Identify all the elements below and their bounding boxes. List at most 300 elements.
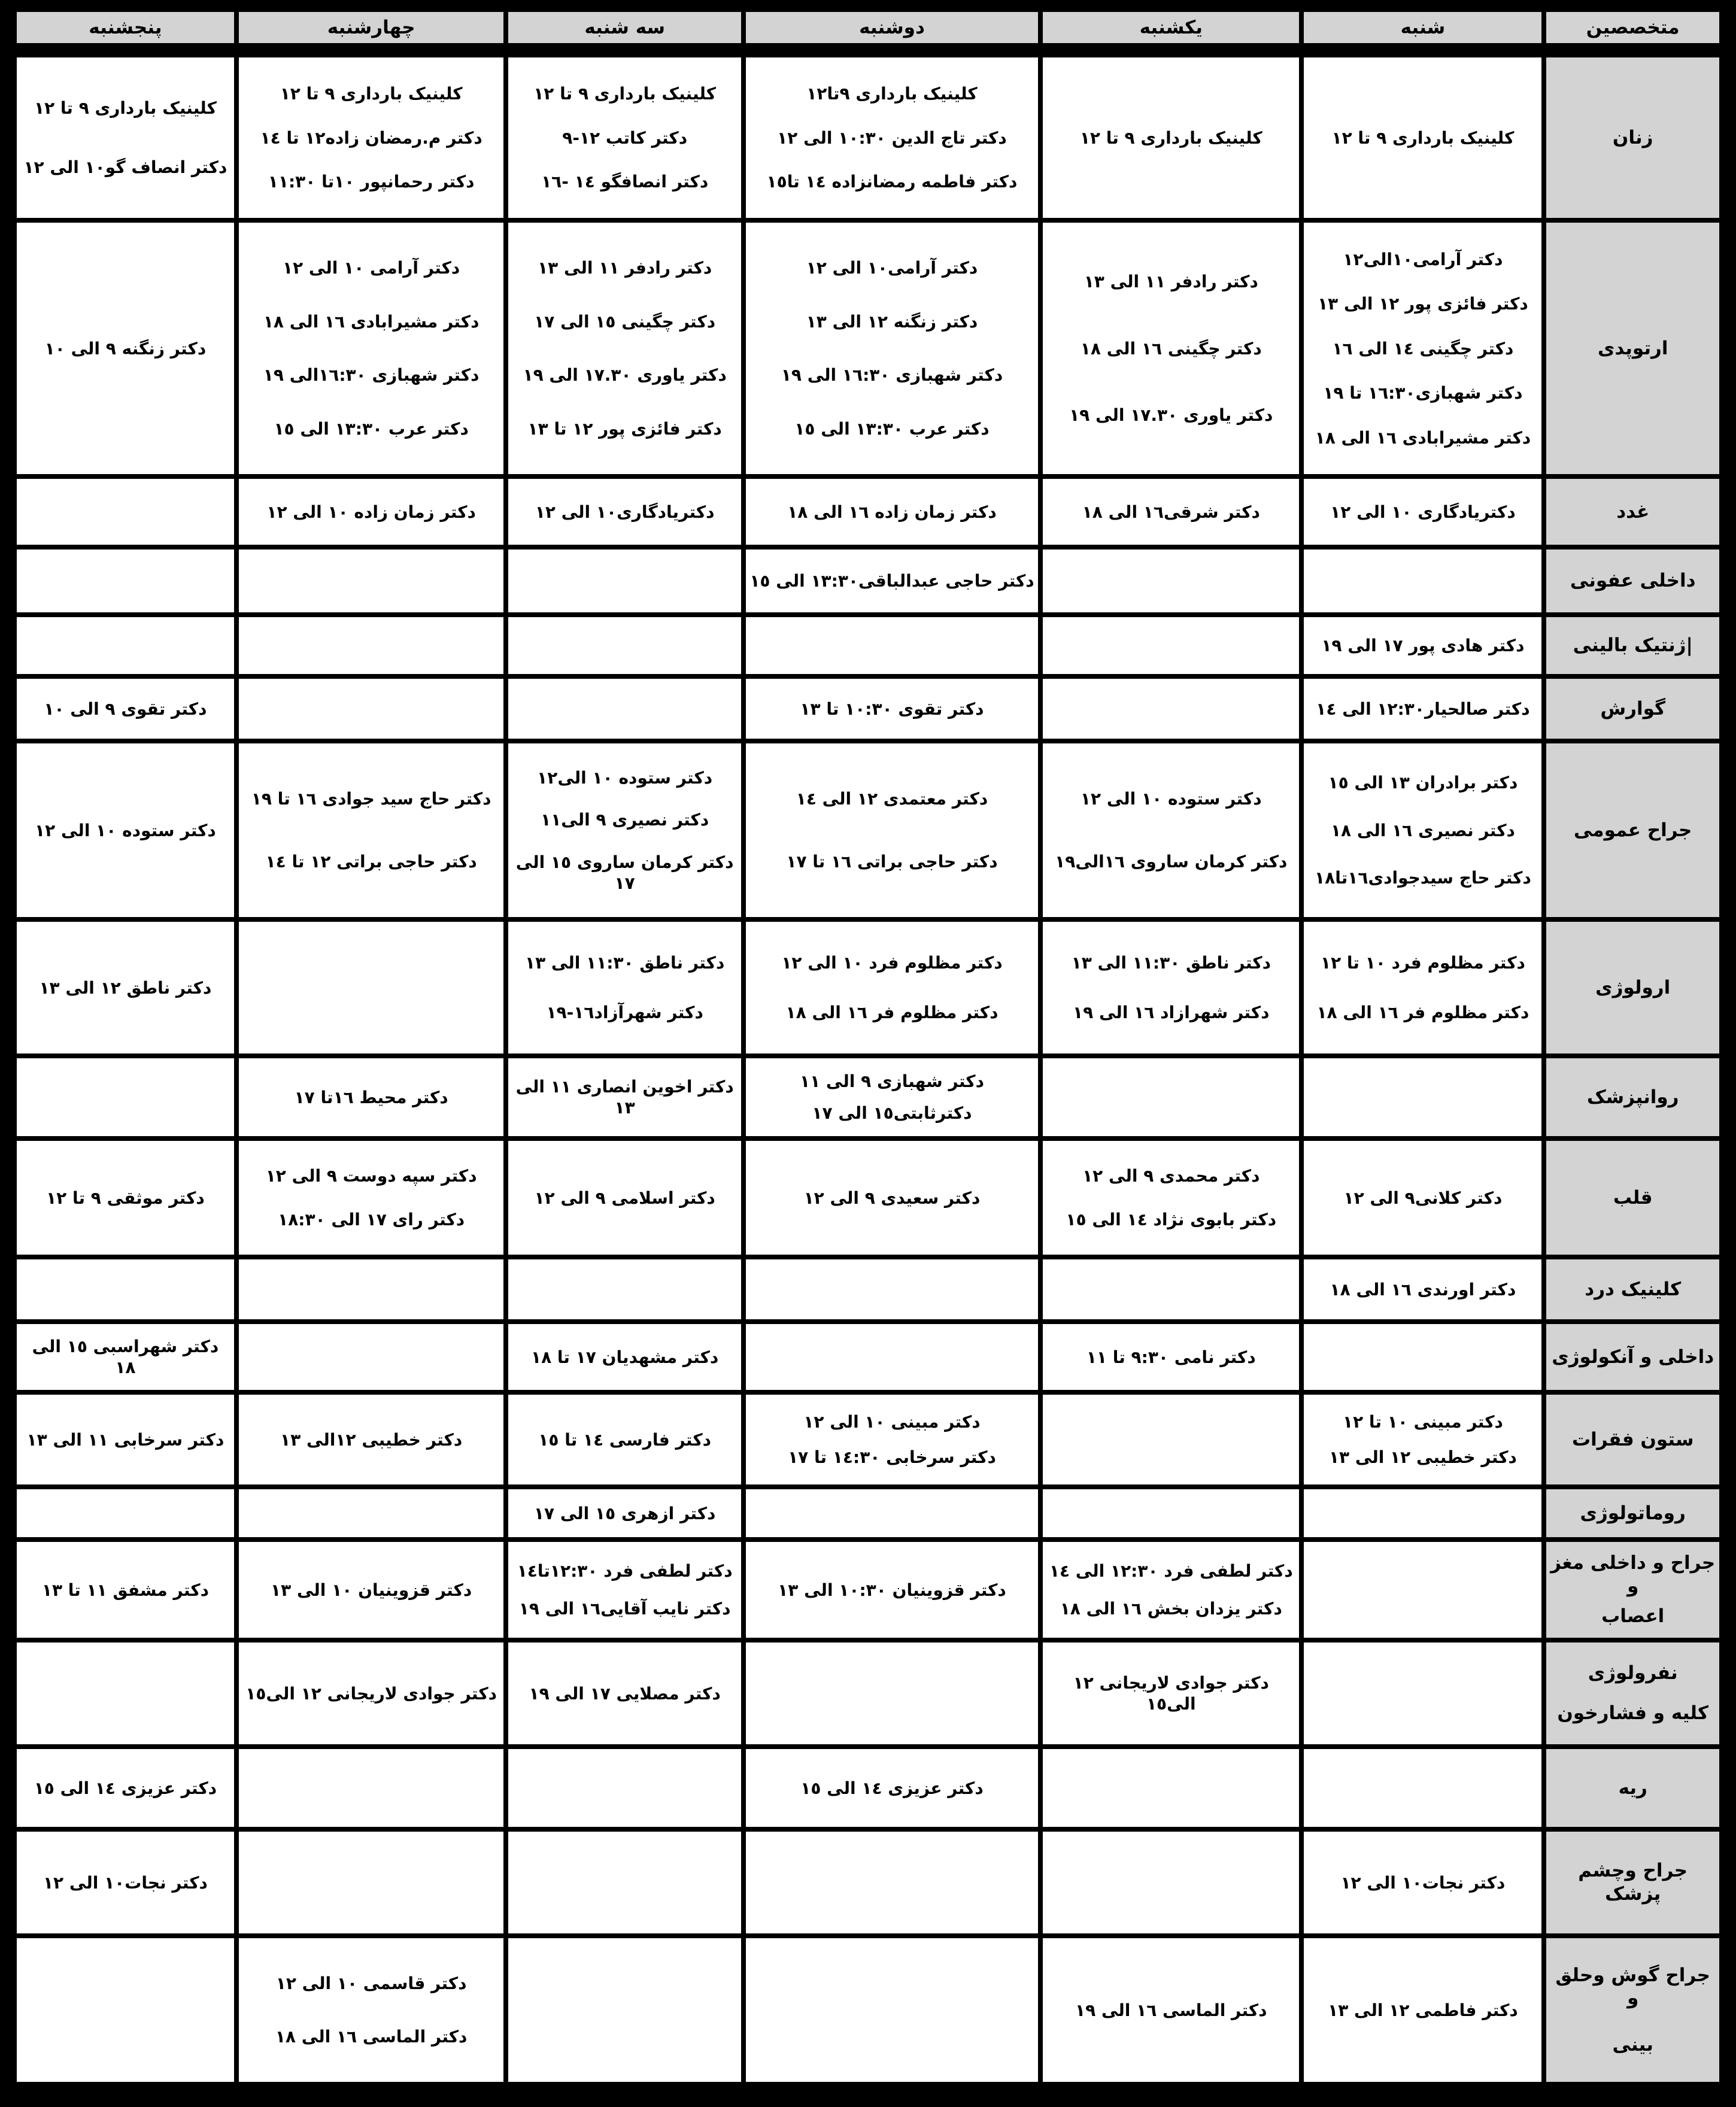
schedule-cell-lines [508,1259,740,1319]
schedule-cell-lines [239,1141,504,1255]
schedule-cell-line: دکتر نایب آقایی۱٦ الی ۱۹ [518,1598,731,1619]
schedule-cell-lines [17,679,234,739]
schedule-cell-lines [508,1058,740,1136]
schedule-cell-lines [17,1259,234,1319]
schedule-cell [1301,1936,1544,2084]
specialty-label [1544,220,1722,476]
schedule-cell-lines [1043,1643,1299,1744]
schedule-cell-line: دکتر تاج الدین ۱۰:۳۰ الی ۱۲ [777,127,1007,148]
schedule-cell-line: دکتر رای ۱۷ الی ۱۸:۳۰ [278,1209,465,1229]
specialty-lines [1546,1542,1719,1638]
schedule-cell-line: دکتر ستوده ۱۰ الی ۱۲ [1080,788,1262,809]
schedule-cell-line: دکتر هادی پور ۱۷ الی ۱۹ [1321,636,1525,655]
schedule-cell [1040,50,1301,220]
schedule-cell-lines [746,1749,1038,1827]
schedule-cell-lines [1304,1749,1541,1827]
schedule-cell-lines [1043,1259,1299,1319]
schedule-cell [1301,547,1544,615]
schedule-cell-line: دکتر مظلوم فرد ۱۰ الی ۱۲ [781,953,1003,973]
schedule-cell [14,1640,236,1747]
schedule-cell-line: دکترثابتی۱٥ الی ۱۷ [812,1103,972,1123]
schedule-cell [1301,50,1544,220]
schedule-cell-lines [17,1938,234,2082]
schedule-cell-lines [1304,1643,1541,1744]
specialty-lines [1546,1832,1719,1933]
schedule-cell-lines [508,1489,740,1537]
specialty-lines [1546,1489,1719,1537]
schedule-cell-lines [1043,1058,1299,1136]
schedule-cell-lines [1304,1395,1541,1484]
schedule-cell-line: دکتر خطیبی ۱۲الی ۱۳ [280,1429,463,1450]
schedule-cell [14,615,236,676]
schedule-cell [1301,1138,1544,1257]
schedule-cell-lines [746,1259,1038,1319]
schedule-cell-lines [1304,1542,1541,1638]
schedule-row [14,1056,1722,1138]
schedule-cell-lines [17,57,234,218]
schedule-cell [236,50,506,220]
schedule-cell [236,1257,506,1322]
specialty-label [1544,741,1722,919]
specialty-label [1544,1056,1722,1138]
specialty-label [1544,1487,1722,1540]
schedule-cell-line: دکتر بابوی نژاد ۱٤ الی ۱٥ [1066,1209,1277,1229]
schedule-cell-line: دکتر زنگنه ۹ الی ۱۰ [44,338,207,359]
schedule-cell-lines [17,1643,234,1744]
schedule-cell [236,1392,506,1487]
schedule-cell [1040,919,1301,1056]
schedule-cell [1301,1540,1544,1640]
schedule-cell [14,1322,236,1392]
schedule-cell-line: دکتر الماسی ۱٦ الی ۱۸ [275,2027,468,2047]
schedule-cell-lines [239,1643,504,1744]
schedule-cell [743,547,1040,615]
schedule-cell [506,1747,743,1829]
schedule-cell-lines [1304,1324,1541,1390]
schedule-cell-line: دکتر اخوین انصاری ۱۱ الی ۱۳ [515,1077,734,1118]
schedule-cell-lines [1043,1141,1299,1255]
specialty-line: گوارش [1600,697,1666,719]
schedule-cell-lines [1304,1141,1541,1255]
specialty-lines [1546,1141,1719,1255]
schedule-cell-line: دکتر مصلایی ۱۷ الی ۱۹ [529,1683,721,1704]
schedule-cell [743,919,1040,1056]
specialty-line: ستون فقرات [1571,1428,1694,1450]
schedule-cell [506,476,743,547]
schedule-cell [236,1322,506,1392]
schedule-cell-line: دکتر مشیرابادی ۱٦ الی ۱۸ [1315,427,1531,448]
schedule-cell-lines [17,1324,234,1390]
specialty-line: |ژنتیک بالینی [1573,634,1693,657]
schedule-cell [1301,919,1544,1056]
schedule-cell-line: کلینیک بارداری ۹ تا ۱۲ [280,83,463,104]
schedule-cell-line: دکتر شهبازی۱٦:۳۰ تا ۱۹ [1323,383,1523,403]
schedule-cell-line: دکتر چگینی ۱٤ الی ۱٦ [1332,338,1514,359]
schedule-cell-line: دکتر عرب ۱۳:۳۰ الی ۱٥ [274,418,469,439]
schedule-cell [506,1322,743,1392]
specialty-label [1544,1257,1722,1322]
schedule-cell [1040,1640,1301,1747]
schedule-cell [743,741,1040,919]
schedule-cell-lines [1304,1259,1541,1319]
schedule-cell-lines [239,1395,504,1484]
schedule-cell-lines [746,1324,1038,1390]
schedule-cell [1040,476,1301,547]
schedule-cell-line: دکتر رادفر ۱۱ الی ۱۳ [538,258,712,278]
header-day: چهارشنبه [236,10,506,50]
schedule-cell-lines [746,1542,1038,1638]
schedule-cell [743,50,1040,220]
schedule-cell-line: دکتر خطیبی ۱۲ الی ۱۳ [1328,1447,1517,1467]
schedule-cell-line: دکتر عرب ۱۳:۳۰ الی ۱٥ [794,418,990,439]
schedule-cell-line: دکتر ناطق ۱۱:۳۰ الی ۱۳ [524,953,725,973]
schedule-cell-lines [1304,1832,1541,1933]
schedule-cell-lines [1043,549,1299,612]
schedule-row [14,615,1722,676]
specialty-line: کلیه و فشارخون [1557,1702,1708,1725]
schedule-cell-line: دکتر کلانی۹ الی ۱۲ [1343,1188,1503,1208]
specialty-label [1544,1392,1722,1487]
schedule-cell-lines [1043,617,1299,674]
schedule-cell [506,1392,743,1487]
schedule-cell [1040,547,1301,615]
schedule-cell-lines [1304,223,1541,474]
schedule-cell-lines [239,1832,504,1933]
header-day: یکشنبه [1040,10,1301,50]
specialty-line: اعصاب [1601,1605,1665,1628]
schedule-cell-line: دکتر شهراسبی ۱٥ الی ۱۸ [32,1337,219,1377]
schedule-cell-line: دکتر نصیری ۹ الی۱۱ [541,810,709,830]
schedule-cell [1301,1056,1544,1138]
schedule-cell-lines [508,1324,740,1390]
schedule-cell [236,1640,506,1747]
schedule-row [14,1257,1722,1322]
header-day: سه شنبه [506,10,743,50]
schedule-cell-line: دکتر صالحیار۱۲:۳۰ الی ۱٤ [1316,699,1530,719]
schedule-cell [743,1747,1040,1829]
schedule-cell [1301,676,1544,741]
schedule-cell-lines [17,223,234,474]
schedule-cell-lines [746,223,1038,474]
specialty-lines [1546,1324,1719,1390]
schedule-cell-lines [508,1832,740,1933]
schedule-row [14,1640,1722,1747]
schedule-cell-line: دکتر م.رمضان زاده۱۲ تا ۱٤ [260,127,482,148]
schedule-cell [14,1540,236,1640]
schedule-cell-lines [239,549,504,612]
schedule-cell-line: دکتر الماسی ۱٦ الی ۱۹ [1075,2000,1267,2020]
schedule-cell-lines [508,57,740,218]
schedule-cell-line: دکتر سرخابی ۱۱ الی ۱۳ [26,1429,224,1450]
schedule-cell-lines [17,1832,234,1933]
specialty-line: جراح و داخلی مغز و [1550,1552,1716,1597]
schedule-cell-lines [508,1395,740,1484]
schedule-cell-lines [239,743,504,917]
specialty-label [1544,1138,1722,1257]
specialty-line: غدد [1616,500,1650,523]
schedule-cell [14,476,236,547]
schedule-cell-lines [1043,479,1299,545]
schedule-cell-line: دکتر عزیزی ۱٤ الی ۱٥ [34,1778,217,1798]
schedule-cell-line: دکتر مظلوم فر ۱٦ الی ۱۸ [1316,1002,1529,1022]
header-specialists: متخصصین [1544,10,1722,50]
schedule-cell [14,547,236,615]
schedule-cell-lines [1304,1058,1541,1136]
schedule-cell [1040,741,1301,919]
schedule-cell-lines [1043,1489,1299,1537]
specialty-lines [1546,1938,1719,2082]
schedule-cell-lines [746,57,1038,218]
schedule-cell [1301,1640,1544,1747]
schedule-cell-lines [1043,679,1299,739]
schedule-cell [236,547,506,615]
schedule-cell-line: دکتر ازهری ۱٥ الی ۱۷ [533,1503,716,1523]
schedule-cell [1301,1487,1544,1540]
schedule-cell [743,1936,1040,2084]
schedule-cell-lines [239,1058,504,1136]
schedule-row [14,1392,1722,1487]
schedule-cell [1040,1540,1301,1640]
schedule-cell [236,1829,506,1936]
schedule-cell-lines [746,922,1038,1054]
schedule-cell [506,615,743,676]
schedule-cell-line: دکتر کاتب ۱۲-۹ [562,127,688,148]
schedule-cell-line: دکتر معتمدی ۱۲ الی ۱٤ [796,788,988,809]
schedule-cell-line: دکتر تقوی ۹ الی ۱۰ [44,699,207,719]
schedule-cell-line: دکتر مظلوم فرد ۱۰ تا ۱۲ [1320,953,1525,973]
schedule-cell [14,50,236,220]
schedule-cell [14,1056,236,1138]
schedule-cell-line: دکتر کرمان ساروی ۱٥ الی ۱۷ [515,852,734,893]
schedule-cell-line: دکتر شرقی۱٦ الی ۱۸ [1082,502,1260,522]
schedule-cell [14,1747,236,1829]
schedule-cell [236,476,506,547]
schedule-cell [1301,220,1544,476]
specialty-lines [1546,479,1719,545]
schedule-cell-lines [746,679,1038,739]
schedule-cell-line: دکتر ناطق ۱۱:۳۰ الی ۱۳ [1071,953,1271,973]
schedule-cell-lines [1043,922,1299,1054]
schedule-cell-lines [1043,1749,1299,1827]
specialty-lines [1546,223,1719,474]
schedule-cell-lines [17,1542,234,1638]
schedule-cell-lines [1304,57,1541,218]
schedule-cell [1040,615,1301,676]
schedule-cell-lines [746,1938,1038,2082]
schedule-cell-line: دکتر نجات۱۰ الی ۱۲ [1340,1872,1506,1893]
schedule-cell [506,220,743,476]
schedule-cell-lines [1043,1542,1299,1638]
schedule-cell [506,741,743,919]
schedule-cell-line: دکتر ناطق ۱۲ الی ۱۳ [39,977,212,998]
specialty-line: بینی [1612,2033,1653,2056]
header-day: دوشنبه [743,10,1040,50]
specialty-lines [1546,679,1719,739]
schedule-cell-line: دکتر زنگنه ۱۲ الی ۱۳ [806,311,978,332]
schedule-cell-line: دکتر شهبازی ۹ الی ۱۱ [800,1071,984,1092]
schedule-cell-line: دکتر آرامی۱۰الی۱۲ [1343,249,1503,269]
specialty-line: روانپزشک [1586,1086,1679,1108]
schedule-cell-line: دکتر مبینی ۱۰ الی ۱۲ [803,1412,981,1432]
specialty-line: داخلی عفونی [1570,570,1696,592]
schedule-table [12,7,1724,2087]
schedule-cell-line: دکتر سپه دوست ۹ الی ۱۲ [265,1166,477,1186]
schedule-cell [743,676,1040,741]
specialty-label [1544,1936,1722,2084]
schedule-cell-lines [508,1643,740,1744]
schedule-cell-lines [508,679,740,739]
schedule-cell-line: دکتر فائزی پور ۱۲ تا ۱۳ [527,418,722,439]
schedule-cell-lines [746,1643,1038,1744]
schedule-cell [14,1392,236,1487]
schedule-cell [1301,1392,1544,1487]
schedule-cell-lines [239,922,504,1054]
schedule-cell [1040,1322,1301,1392]
schedule-cell-line: کلینیک بارداری ۹ تا ۱۲ [1331,127,1515,148]
schedule-cell [743,1487,1040,1540]
schedule-cell-line: دکتر شهرآزاد۱٦-۱۹ [546,1002,703,1022]
schedule-cell-line: کلینیک بارداری ۹ تا ۱۲ [1079,127,1262,148]
schedule-cell-lines [508,549,740,612]
schedule-cell-lines [17,922,234,1054]
schedule-cell-line: دکتر لطفی فرد ۱۲:۳۰تا۱٤ [517,1561,733,1581]
schedule-cell-line: دکتر حاجی عبدالباقی۱۳:۳۰ الی ۱٥ [749,571,1034,591]
specialty-line: جراح گوش وحلق و [1555,1964,1711,2009]
schedule-cell [743,220,1040,476]
schedule-cell-line: دکتر حاج سیدجوادی۱٦تا۱۸ [1315,867,1531,888]
schedule-cell-line: دکتر زمان زاده ۱۰ الی ۱۲ [266,502,476,522]
specialty-lines [1546,922,1719,1054]
specialty-line: جراح وچشم پزشک [1578,1860,1688,1905]
schedule-cell-lines [239,617,504,674]
schedule-cell [236,1487,506,1540]
schedule-cell-line: دکتر یاوری ۱۷.۳۰ الی ۱۹ [1069,405,1273,426]
schedule-cell-line: دکتر مشیرابادی ۱٦ الی ۱۸ [263,311,479,332]
schedule-cell-lines [17,1395,234,1484]
schedule-cell [743,1829,1040,1936]
schedule-cell-line: دکتر موثقی ۹ تا ۱۲ [46,1188,205,1208]
schedule-cell [506,50,743,220]
schedule-cell-lines [746,1832,1038,1933]
schedule-cell [14,1829,236,1936]
schedule-cell-lines [1304,679,1541,739]
schedule-cell-line: دکتر مبینی ۱۰ تا ۱۲ [1343,1412,1503,1432]
schedule-cell-lines [239,57,504,218]
schedule-cell-lines [1043,57,1299,218]
schedule-cell-line: دکتر فاطمه رمضانزاده ۱٤ تا۱٥ [766,172,1018,192]
schedule-cell-lines [239,223,504,474]
schedule-cell [14,741,236,919]
schedule-cell [14,919,236,1056]
schedule-cell-lines [1043,1938,1299,2082]
schedule-cell-lines [1043,1395,1299,1484]
schedule-cell-line: دکتر شهبازی ۱٦:۳۰ الی ۱۹ [781,365,1003,385]
schedule-cell-line: دکتر محمدی ۹ الی ۱۲ [1082,1166,1260,1186]
specialty-line: کلینیک درد [1585,1278,1682,1300]
schedule-cell-lines [17,1141,234,1255]
schedule-cell [1040,1487,1301,1540]
schedule-cell [1040,1747,1301,1829]
schedule-cell-lines [17,1058,234,1136]
schedule-cell-lines [508,922,740,1054]
schedule-cell [743,615,1040,676]
schedule-cell-line: دکتر حاج سید جوادی ۱٦ تا ۱۹ [251,788,491,809]
schedule-cell-lines [17,479,234,545]
schedule-cell-line: دکتریادگاری۱۰ الی ۱۲ [535,502,715,522]
schedule-cell-lines [508,743,740,917]
specialty-line: زنان [1612,126,1653,148]
schedule-cell-lines [239,1324,504,1390]
specialty-label [1544,1540,1722,1640]
schedule-cell-lines [746,743,1038,917]
specialty-label [1544,1640,1722,1747]
schedule-cell-lines [746,1395,1038,1484]
schedule-cell [1040,1056,1301,1138]
schedule-cell [743,1540,1040,1640]
schedule-cell-lines [746,549,1038,612]
schedule-cell [1301,741,1544,919]
schedule-cell-line: دکتر حاجی براتی ۱۲ تا ۱٤ [265,852,477,872]
schedule-cell-line: دکتر لطفی فرد ۱۲:۳۰ الی ۱٤ [1049,1561,1293,1581]
schedule-cell-line: دکتر زمان زاده ۱٦ الی ۱۸ [787,502,997,522]
schedule-row [14,476,1722,547]
schedule-cell [743,1138,1040,1257]
schedule-cell-line: دکتر سرخابی ۱٤:۳۰ تا ۱۷ [788,1447,996,1467]
schedule-row [14,1936,1722,2084]
schedule-cell-lines [239,1749,504,1827]
schedule-cell-line: دکتر آرامی ۱۰ الی ۱۲ [282,258,460,278]
specialty-label [1544,615,1722,676]
schedule-cell-lines [17,1489,234,1537]
schedule-cell [743,1640,1040,1747]
schedule-cell-line: دکتر انصاف گو۱۰ الی ۱۲ [23,157,227,177]
specialty-label [1544,547,1722,615]
schedule-cell [506,1936,743,2084]
schedule-cell-line: دکتر نامی ۹:۳۰ تا ۱۱ [1086,1347,1256,1367]
schedule-cell-line: دکتر انصافگو ۱٤ -۱٦ [541,172,709,192]
schedule-cell-line: دکتر اورندی ۱٦ الی ۱۸ [1330,1279,1516,1300]
schedule-cell-lines [746,1489,1038,1537]
schedule-cell-line: دکتر نصیری ۱٦ الی ۱۸ [1330,820,1515,840]
specialty-line: روماتولوژی [1580,1502,1686,1524]
schedule-row [14,1487,1722,1540]
schedule-cell-lines [239,1938,504,2082]
schedule-row [14,1747,1722,1829]
specialty-label [1544,1322,1722,1392]
schedule-cell [14,676,236,741]
schedule-cell-line: دکتر برادران ۱۳ الی ۱٥ [1328,773,1518,793]
specialty-lines [1546,1643,1719,1744]
schedule-cell-line: دکتر رادفر ۱۱ الی ۱۳ [1084,271,1258,292]
schedule-cell [743,1392,1040,1487]
header-day: پنجشنبه [14,10,236,50]
schedule-row [14,547,1722,615]
schedule-cell-lines [508,479,740,545]
specialty-label [1544,476,1722,547]
schedule-cell-line: دکتر مظلوم فر ۱٦ الی ۱۸ [785,1002,998,1022]
specialty-lines [1546,743,1719,917]
schedule-cell-line: کلینیک بارداری ۹ تا ۱۲ [533,83,717,104]
schedule-cell-lines [239,1489,504,1537]
specialty-label [1544,676,1722,741]
schedule-cell [506,919,743,1056]
schedule-cell [1040,1936,1301,2084]
schedule-cell [236,919,506,1056]
schedule-row [14,1540,1722,1640]
schedule-body [14,50,1722,2084]
schedule-cell-lines [508,1542,740,1638]
schedule-cell [1301,1322,1544,1392]
